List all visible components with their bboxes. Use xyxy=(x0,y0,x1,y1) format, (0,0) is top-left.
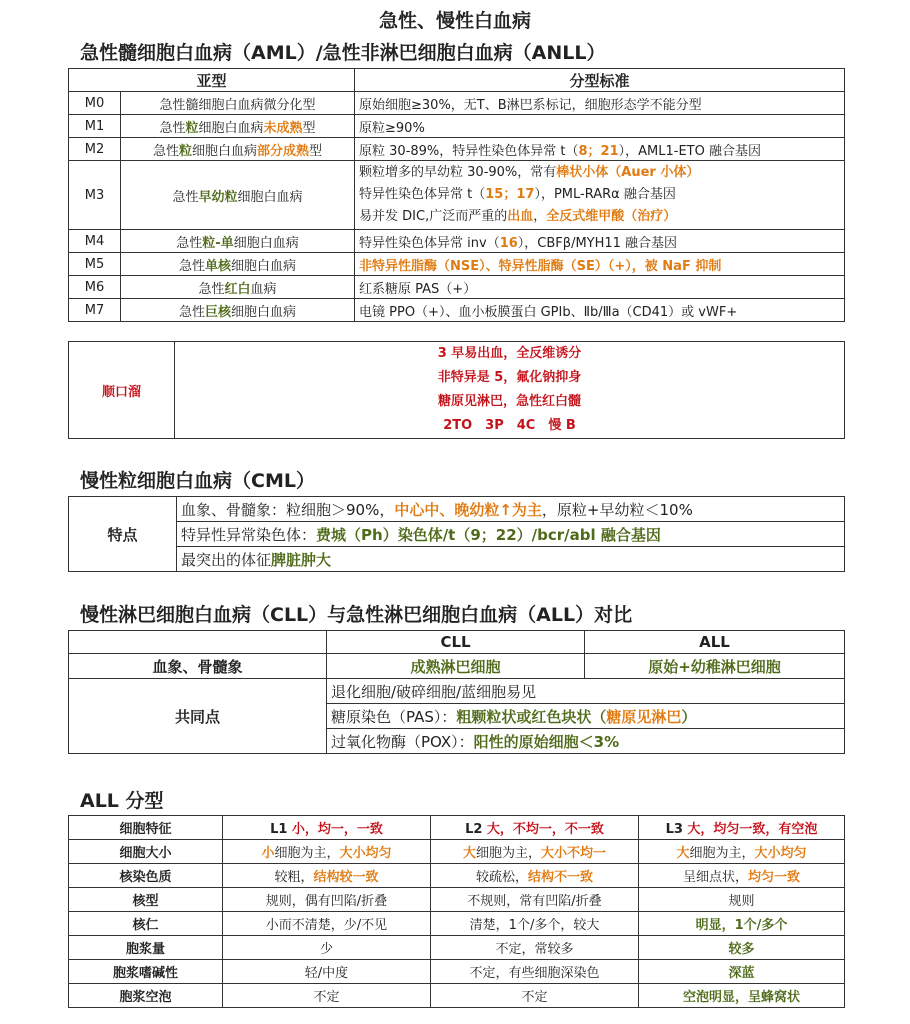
cml-feature-line: 最突出的体征脾脏肿大 xyxy=(177,547,845,572)
l1-cell: L1 小，均一，一致 xyxy=(223,816,431,840)
l3-cell: 深蓝 xyxy=(639,960,845,984)
subtype-name: 急性巨核细胞白血病 xyxy=(121,299,355,322)
row-label: 细胞大小 xyxy=(69,840,223,864)
l3-cell: 呈细点状，均匀一致 xyxy=(639,864,845,888)
subtype-criteria: 非特异性脂酶（NSE）、特异性脂酶（SE）（+），被 NaF 抑制 xyxy=(355,253,845,276)
l1-cell: 规则，偶有凹陷/折叠 xyxy=(223,888,431,912)
all-blood-value: 原始+幼稚淋巴细胞 xyxy=(585,654,845,679)
common-line: 过氧化物酶（POX）：阳性的原始细胞＜3% xyxy=(327,729,845,754)
aml-col-criteria: 分型标准 xyxy=(355,69,845,92)
common-line: 退化细胞/破碎细胞/蓝细胞易见 xyxy=(327,679,845,704)
table-row xyxy=(69,816,845,840)
cml-feature-line: 血象、骨髓象：粒细胞＞90%，中心中、晚幼粒↑为主，原粒+早幼粒＜10% xyxy=(177,497,845,522)
row-label: 核染色质 xyxy=(69,864,223,888)
subtype-code: M7 xyxy=(69,299,121,322)
page-title: 急性、慢性白血病 xyxy=(378,10,531,32)
subtype-criteria: 原粒 30-89%，特异性染色体异常 t（8；21），AML1-ETO 融合基因 xyxy=(355,138,845,161)
l3-cell: 大细胞为主，大小均匀 xyxy=(639,840,845,864)
row-label: 核型 xyxy=(69,888,223,912)
table-row xyxy=(69,864,845,888)
subtype-criteria: 红系糖原 PAS（+） xyxy=(355,276,845,299)
table-row xyxy=(69,912,845,936)
table-row xyxy=(69,253,845,276)
l1-cell: 小而不清楚，少/不见 xyxy=(223,912,431,936)
cll-all-heading: 慢性淋巴细胞白血病（CLL）与急性淋巴细胞白血病（ALL）对比 xyxy=(80,604,633,626)
row-label: 胞浆空泡 xyxy=(69,984,223,1008)
l2-cell: 清楚，1个/多个，较大 xyxy=(431,912,639,936)
subtype-criteria: 电镜 PPO（+）、血小板膜蛋白 GPⅠb、Ⅱb/Ⅲa（CD41）或 vWF+ xyxy=(355,299,845,322)
subtype-name: 急性粒细胞白血病未成熟型 xyxy=(121,115,355,138)
row-blood-marrow: 血象、骨髓象 xyxy=(69,654,327,679)
subtype-name: 急性粒-单细胞白血病 xyxy=(121,230,355,253)
table-row xyxy=(69,888,845,912)
mnemonic-table xyxy=(68,341,845,439)
subtype-criteria: 颗粒增多的早幼粒 30-90%，常有棒状小体（Auer 小体） 特异性染色体异常 t（15；17），PML-RARα 融合基因 易并发 DIC,广泛而严重的出血，全反式维甲酸（治疗） xyxy=(355,161,845,230)
row-label: 胞浆量 xyxy=(69,936,223,960)
table-row xyxy=(69,840,845,864)
subtype-criteria: 原粒≥90% xyxy=(355,115,845,138)
l3-cell: 明显，1个/多个 xyxy=(639,912,845,936)
subtype-criteria: 原始细胞≥30%，无T、B淋巴系标记，细胞形态学不能分型 xyxy=(355,92,845,115)
subtype-name: 急性髓细胞白血病微分化型 xyxy=(121,92,355,115)
subtype-code: M3 xyxy=(69,161,121,230)
table-row xyxy=(69,230,845,253)
subtype-name: 急性粒细胞白血病部分成熟型 xyxy=(121,138,355,161)
l2-cell: L2 大，不均一，不一致 xyxy=(431,816,639,840)
subtype-name: 急性早幼粒细胞白血病 xyxy=(121,161,355,230)
row-label: 核仁 xyxy=(69,912,223,936)
subtype-code: M1 xyxy=(69,115,121,138)
l2-cell: 不定，有些细胞深染色 xyxy=(431,960,639,984)
cll-blood-value: 成熟淋巴细胞 xyxy=(327,654,585,679)
l2-cell: 大细胞为主，大小不均一 xyxy=(431,840,639,864)
aml-col-subtype: 亚型 xyxy=(69,69,355,92)
subtype-code: M6 xyxy=(69,276,121,299)
subtype-code: M5 xyxy=(69,253,121,276)
all-types-table xyxy=(68,815,845,1008)
col-all: ALL xyxy=(585,631,845,654)
l3-cell: L3 大，均匀一致，有空泡 xyxy=(639,816,845,840)
table-row xyxy=(69,936,845,960)
l2-cell: 不规则，常有凹陷/折叠 xyxy=(431,888,639,912)
l2-cell: 不定 xyxy=(431,984,639,1008)
subtype-name: 急性红白血病 xyxy=(121,276,355,299)
table-row xyxy=(69,138,845,161)
mnemonic-lines: 3 早易出血，全反维诱分 非特异是 5，氟化钠抑身 糖原见淋巴，急性红白髓 2TO 3P 4C 慢 B xyxy=(175,342,845,439)
subtype-criteria: 特异性染色体异常 inv（16），CBFβ/MYH11 融合基因 xyxy=(355,230,845,253)
l3-cell: 较多 xyxy=(639,936,845,960)
cml-feature-line: 特异性异常染色体：费城（Ph）染色体/t（9；22）/bcr/abl 融合基因 xyxy=(177,522,845,547)
cll-all-table xyxy=(68,630,845,754)
table-row xyxy=(69,161,845,230)
mnemonic-label: 顺口溜 xyxy=(69,342,175,439)
subtype-code: M2 xyxy=(69,138,121,161)
l1-cell: 小细胞为主，大小均匀 xyxy=(223,840,431,864)
row-label: 胞浆嗜碱性 xyxy=(69,960,223,984)
table-row xyxy=(69,92,845,115)
subtype-name: 急性单核细胞白血病 xyxy=(121,253,355,276)
table-row xyxy=(69,960,845,984)
l1-cell: 较粗，结构较一致 xyxy=(223,864,431,888)
aml-heading: 急性髓细胞白血病（AML）/急性非淋巴细胞白血病（ANLL） xyxy=(80,42,606,64)
cml-feature-label: 特点 xyxy=(69,497,177,572)
l1-cell: 轻/中度 xyxy=(223,960,431,984)
l2-cell: 不定，常较多 xyxy=(431,936,639,960)
l1-cell: 少 xyxy=(223,936,431,960)
subtype-code: M0 xyxy=(69,92,121,115)
row-label: 细胞特征 xyxy=(69,816,223,840)
table-row xyxy=(69,299,845,322)
l3-cell: 空泡明显，呈蜂窝状 xyxy=(639,984,845,1008)
l2-cell: 较疏松，结构不一致 xyxy=(431,864,639,888)
table-row xyxy=(69,115,845,138)
common-line: 糖原染色（PAS）：粗颗粒状或红色块状（糖原见淋巴） xyxy=(327,704,845,729)
row-common: 共同点 xyxy=(69,679,327,754)
table-row xyxy=(69,276,845,299)
l3-cell: 规则 xyxy=(639,888,845,912)
subtype-code: M4 xyxy=(69,230,121,253)
col-cll: CLL xyxy=(327,631,585,654)
table-row xyxy=(69,984,845,1008)
all-types-heading: ALL 分型 xyxy=(80,790,164,812)
cml-heading: 慢性粒细胞白血病（CML） xyxy=(80,470,315,492)
l1-cell: 不定 xyxy=(223,984,431,1008)
cml-table xyxy=(68,496,845,572)
aml-table xyxy=(68,68,845,322)
